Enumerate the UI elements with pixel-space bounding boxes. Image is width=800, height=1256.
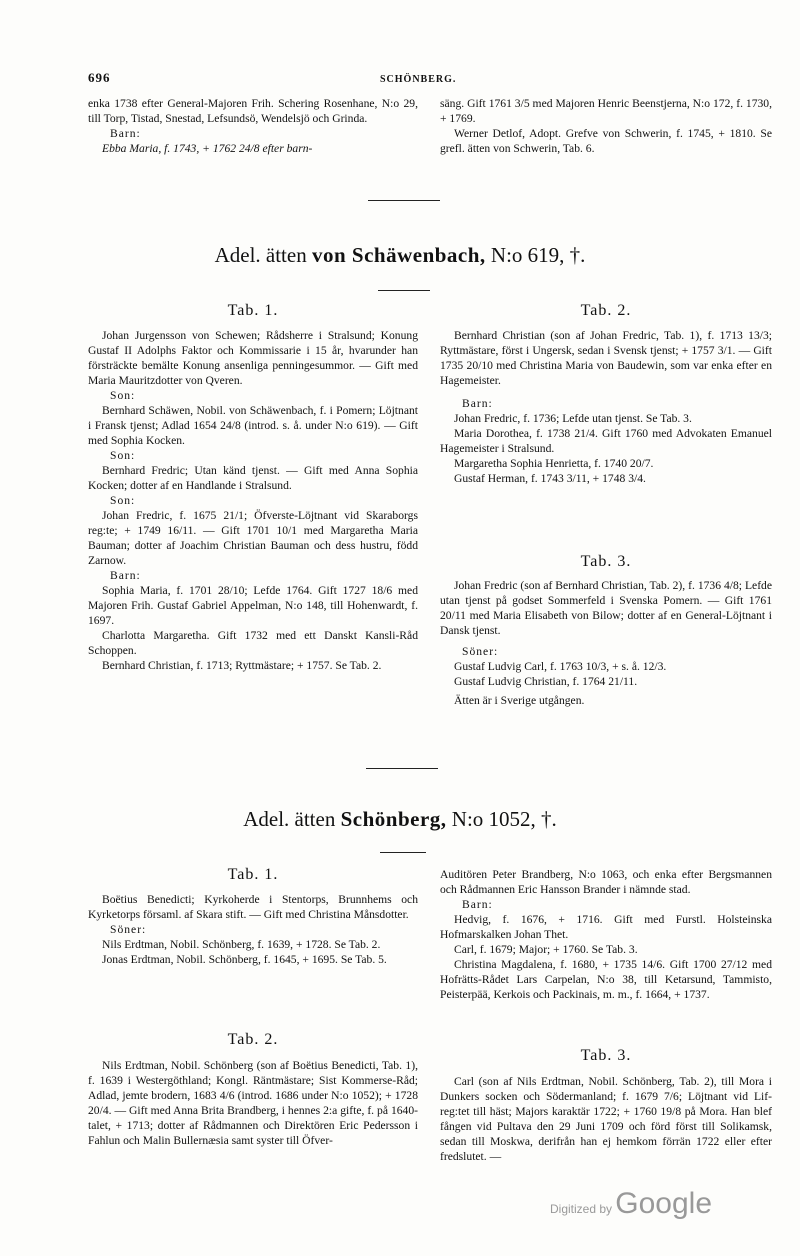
- child-entry: Sophia Maria, f. 1701 28/10; Lefde 1764. Gift 1727 18/6 med Majoren Frih. Gustaf Gabriel Appelman, N:o 148, till Hohenwardt, f. 1697.: [88, 584, 418, 627]
- divider: [378, 290, 430, 291]
- tab-heading: Tab. 2.: [227, 1031, 279, 1048]
- child-entry: Christina Magdalena, f. 1680, + 1735 14/6. Gift 1700 27/12 med Hofrätts-Rådet Lars Carpelan, N:o 38, till Ketarsund, Tammisto, Peisterpää, Kerkois och Packinais, m. m., f. 1664, + 1737.: [440, 958, 772, 1001]
- title-name: von Schäwenbach,: [311, 243, 486, 267]
- barn-label: Barn:: [110, 127, 141, 140]
- genealogy-entry: Auditören Peter Brandberg, N:o 1063, och enka efter Bergsmannen och Rådmannen Eric Hansson Brander i nämnde stad.: [440, 868, 772, 896]
- running-title: SCHÖNBERG.: [380, 74, 457, 85]
- top-right-column: [440, 96, 772, 156]
- genealogy-entry: Nils Erdtman, Nobil. Schönberg (son af Boëtius Benedicti, Tab. 1), f. 1639 i Westergöthland; Kongl. Räntmästare; Sist Kommerse-Råd; Adlad, jemte brodern, 1683 4/6 (introd. 1686 under N:o 1052); + 1728 20/4. — Gift med Anna Brita Brandberg, i hennes 2:a gifte, f. på 1640-talet, + 1713; dotter af Rådmannen och Direktören Eric Pedersson i Fahlun och Malin Bullernæsia samt syster till Öfver-: [88, 1059, 418, 1147]
- top-right-text: säng. Gift 1761 3/5 med Majoren Henric Beenstjerna, N:o 172, f. 1730, + 1769.: [440, 97, 772, 125]
- barn-label: Barn:: [462, 898, 493, 911]
- section1-right-column-tab3: [440, 578, 772, 708]
- closing-note: Ätten är i Sverige utgången.: [454, 694, 585, 707]
- son-label: Son:: [110, 494, 136, 507]
- section1-left-column: [88, 328, 418, 673]
- section-title-schonberg: [0, 807, 800, 831]
- genealogy-entry: Johan Fredric, f. 1675 21/1; Öfverste-Löjtnant vid Skaraborgs reg:te; + 1749 16/11. — Gift 1701 10/1 med Margaretha Maria Bauman; dotter af Joachim Christian Bauman och dess hustru, född Zarnow.: [88, 509, 418, 567]
- digitized-label: Digitized by: [550, 1202, 613, 1216]
- section2-left-column: [88, 892, 418, 967]
- divider: [366, 768, 438, 769]
- tab-heading: Tab. 3.: [580, 553, 632, 570]
- tab-heading: Tab. 2.: [580, 302, 632, 319]
- google-logo: Google: [615, 1187, 713, 1220]
- section2-left-column-tab2: [88, 1058, 418, 1148]
- child-entry: Gustaf Ludvig Christian, f. 1764 21/11.: [454, 675, 638, 688]
- section-title-schawenbach: [0, 243, 800, 267]
- child-entry: Carl, f. 1679; Major; + 1760. Se Tab. 3.: [454, 943, 638, 956]
- section2-right-column-tab3: [440, 1074, 772, 1164]
- divider: [368, 200, 440, 201]
- child-entry: Maria Dorothea, f. 1738 21/4. Gift 1760 med Advokaten Emanuel Hagemeister i Stralsund.: [440, 427, 772, 455]
- title-name: Schönberg,: [340, 807, 447, 831]
- genealogy-entry: Johan Fredric (son af Bernhard Christian, Tab. 2), f. 1736 4/8; Lefde utan tjenst på godset Sommerfeld i Svenska Pomern. — Gift 1761 20/11 med Maria Elisabeth von Bilow; dotter af en General-Löjtnant i Dansk tjenst.: [440, 579, 772, 637]
- genealogy-entry: Boëtius Benedicti; Kyrkoherde i Stentorps, Brunnhems och Kyrketorps församl. af Skara stift. — Gift med Christina Månsdotter.: [88, 893, 418, 921]
- divider: [380, 852, 426, 853]
- barn-label: Barn:: [110, 569, 141, 582]
- top-left-column: [88, 96, 418, 156]
- tab-heading: Tab. 1.: [227, 866, 279, 883]
- title-prefix: Adel. ätten: [243, 807, 336, 831]
- page-number: 696: [88, 70, 111, 85]
- genealogy-entry: Johan Jurgensson von Schewen; Rådsherre i Stralsund; Konung Gustaf II Adolphs Faktor och Kommissarie i 15 år, hvarunder han försträckte bemälte Konung ansenliga penningesummor. — Gift med Maria Mauritzdotter von Qveren.: [88, 329, 418, 387]
- title-suffix: N:o 1052, †.: [451, 807, 557, 831]
- soner-label: Söner:: [110, 923, 147, 936]
- title-suffix: N:o 619, †.: [490, 243, 586, 267]
- child-entry: Hedvig, f. 1676, + 1716. Gift med Furstl. Holsteinska Hofmarskalken Johan Thet.: [440, 913, 772, 941]
- child-entry: Johan Fredric, f. 1736; Lefde utan tjenst. Se Tab. 3.: [454, 412, 692, 425]
- child-entry: Charlotta Margaretha. Gift 1732 med ett Danskt Kansli-Råd Schoppen.: [88, 629, 418, 657]
- tab-heading: Tab. 1.: [227, 302, 279, 319]
- genealogy-entry: Carl (son af Nils Erdtman, Nobil. Schönberg, Tab. 2), till Mora i Dunkers socken och Södermanland; f. 1679 7/6; Löjtnant vid Lif-reg:tet till häst; Majors karaktär 1722; + 1760 19/8 på Mora. Han blef fången vid Pultava den 29 Juni 1709 och förd först till Solikamsk, sedan till Moskwa, derifrån han ej hemkom förrän 1722 eller efter fredslutet. —: [440, 1075, 772, 1163]
- title-prefix: Adel. ätten: [214, 243, 307, 267]
- child-entry: Jonas Erdtman, Nobil. Schönberg, f. 1645, + 1695. Se Tab. 5.: [102, 953, 387, 966]
- section1-right-column: [440, 328, 772, 486]
- genealogy-entry: Bernhard Christian (son af Johan Fredric, Tab. 1), f. 1713 13/3; Ryttmästare, först i Ungersk, sedan i Svensk tjenst; + 1757 3/1. — Gift 1735 20/10 med Christina Maria von Baudewin, som var enka efter en Hagemeister.: [440, 329, 772, 387]
- child-entry: Gustaf Ludvig Carl, f. 1763 10/3, + s. å. 12/3.: [454, 660, 667, 673]
- digitized-watermark: [550, 1187, 713, 1220]
- top-left-text: enka 1738 efter General-Majoren Frih. Schering Rosenhane, N:o 29, till Torp, Tistad, Snestad, Lefsundsö, Wendelsjö och Grinda.: [88, 97, 418, 125]
- child-entry: Nils Erdtman, Nobil. Schönberg, f. 1639, + 1728. Se Tab. 2.: [102, 938, 381, 951]
- tab-heading: Tab. 3.: [580, 1047, 632, 1064]
- child-entry: Bernhard Christian, f. 1713; Ryttmästare; + 1757. Se Tab. 2.: [102, 659, 382, 672]
- child-entry: Werner Detlof, Adopt. Grefve von Schwerin, f. 1745, + 1810. Se grefl. ätten von Schwerin, Tab. 6.: [440, 127, 772, 155]
- genealogy-entry: Bernhard Schäwen, Nobil. von Schäwenbach, f. i Pomern; Löjtnant i Fransk tjenst; Adlad 1654 24/8 (introd. s. å. under N:o 619). — Gift med Sophia Kocken.: [88, 404, 418, 447]
- genealogy-entry: Bernhard Fredric; Utan känd tjenst. — Gift med Anna Sophia Kocken; dotter af en Handlande i Stralsund.: [88, 464, 418, 492]
- barn-label: Barn:: [462, 397, 493, 410]
- son-label: Son:: [110, 389, 136, 402]
- section2-right-column: [440, 867, 772, 1002]
- child-entry: Gustaf Herman, f. 1743 3/11, + 1748 3/4.: [454, 472, 646, 485]
- child-entry: Ebba Maria, f. 1743, + 1762 24/8 efter barn-: [102, 142, 313, 155]
- son-label: Son:: [110, 449, 136, 462]
- child-entry: Margaretha Sophia Henrietta, f. 1740 20/7.: [454, 457, 654, 470]
- soner-label: Söner:: [462, 645, 499, 658]
